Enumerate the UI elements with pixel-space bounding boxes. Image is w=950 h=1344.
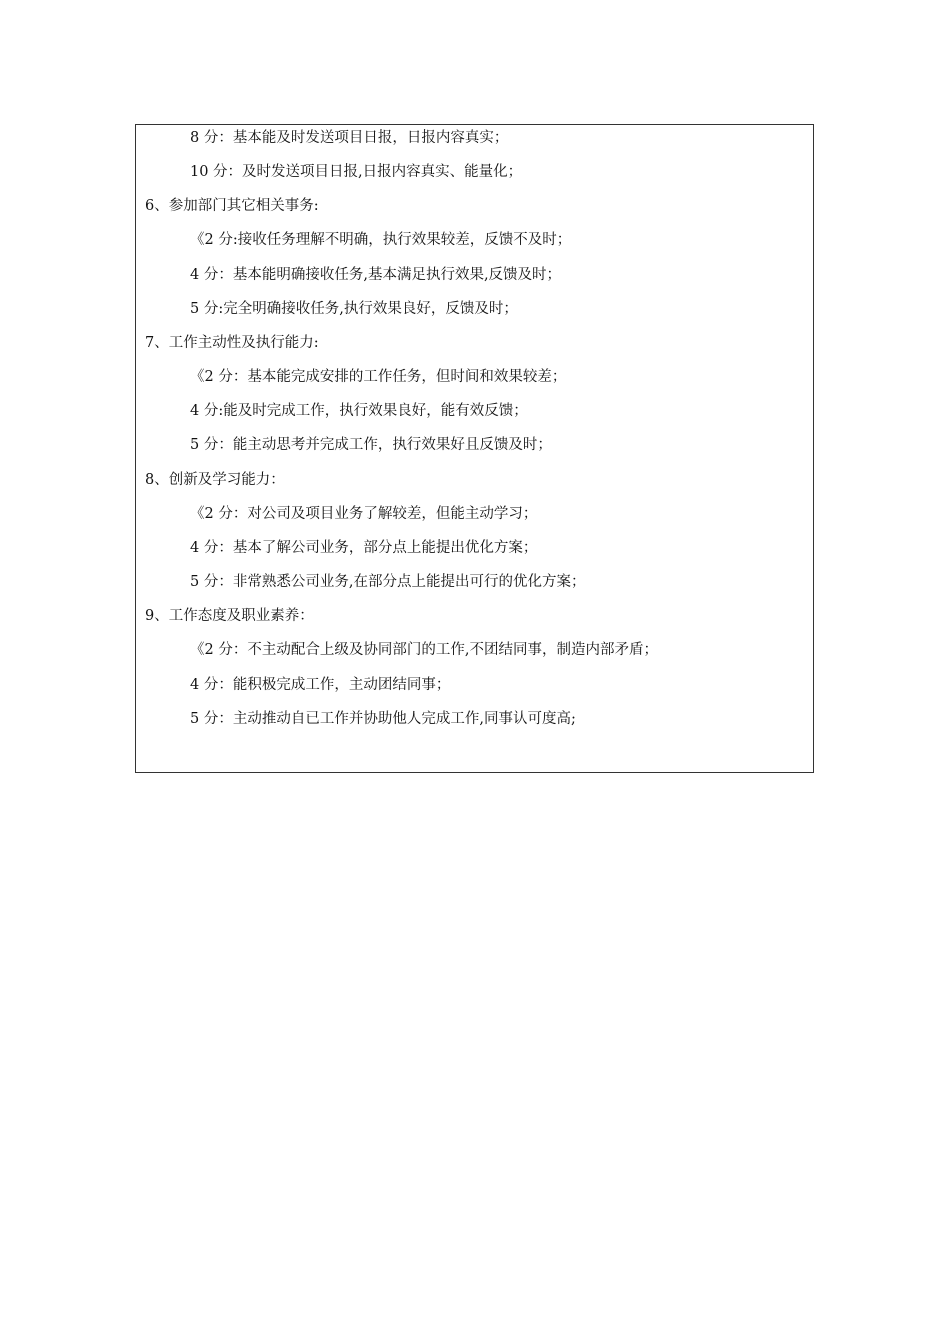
criterion-line: 5 分：主动推动自已工作并协助他人完成工作,同事认可度高; [190, 711, 576, 727]
section-heading: 8、创新及学习能力： [145, 472, 285, 488]
section-heading: 7、工作主动性及执行能力: [145, 335, 319, 351]
criterion-line: 4 分：基本了解公司业务，部分点上能提出优化方案； [190, 540, 538, 556]
criterion-line: 《2 分：对公司及项目业务了解较差，但能主动学习； [190, 506, 538, 522]
section-heading: 9、工作态度及职业素养： [145, 608, 314, 624]
criterion-line: 4 分：基本能明确接收任务,基本满足执行效果,反馈及时； [190, 267, 562, 283]
criterion-line: 《2 分：基本能完成安排的工作任务，但时间和效果较差； [190, 369, 567, 385]
scoring-criteria-box [135, 124, 814, 773]
criterion-line: 10 分：及时发送项目日报,日报内容真实、能量化； [190, 164, 523, 180]
criterion-line: 8 分：基本能及时发送项目日报，日报内容真实； [190, 130, 509, 146]
criterion-line: 5 分：非常熟悉公司业务,在部分点上能提出可行的优化方案； [190, 574, 586, 590]
section-heading: 6、参加部门其它相关事务: [145, 198, 319, 214]
criterion-line: 《2 分：不主动配合上级及协同部门的工作,不团结同事，制造内部矛盾； [190, 642, 658, 658]
criterion-line: 4 分：能积极完成工作，主动团结同事； [190, 677, 451, 693]
criterion-line: 5 分：能主动思考并完成工作，执行效果好且反馈及时； [190, 437, 552, 453]
criterion-line: 5 分:完全明确接收任务,执行效果良好，反馈及时； [190, 301, 518, 317]
criterion-line: 《2 分:接收任务理解不明确，执行效果较差，反馈不及时； [190, 232, 572, 248]
criterion-line: 4 分:能及时完成工作，执行效果良好，能有效反馈； [190, 403, 528, 419]
